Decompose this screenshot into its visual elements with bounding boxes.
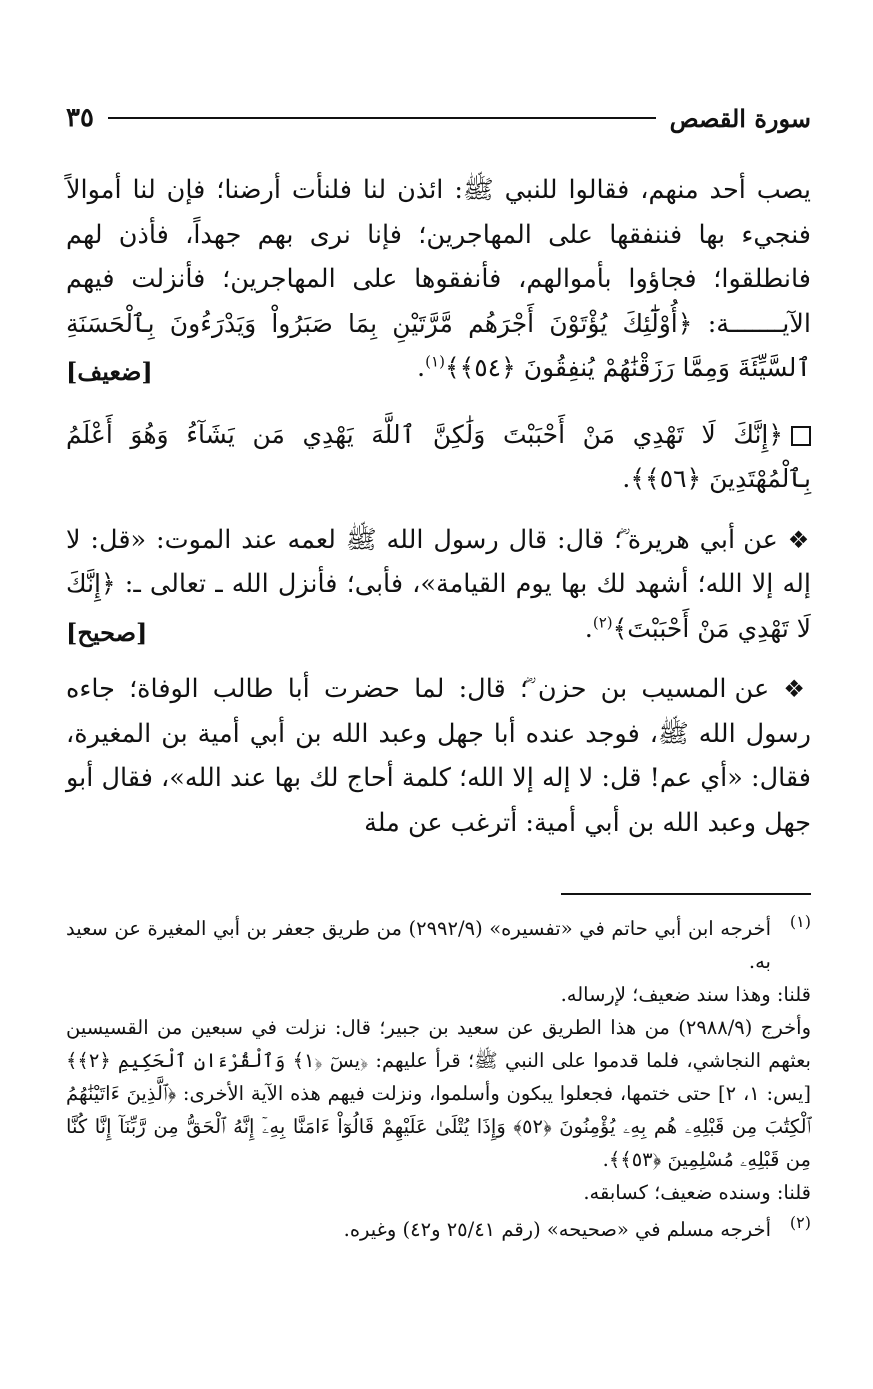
page-header [66, 98, 811, 138]
surah-title: سورة القصص [669, 103, 811, 133]
square-bullet-icon [791, 426, 811, 446]
page-number: ٣٥ [66, 103, 94, 133]
footnotes [66, 912, 811, 1246]
footnote-2 [66, 1213, 811, 1246]
footnote-1-text-b: [يس: ١، ٢] حتى ختمها، فجعلوا يبكون وأسلموا، ونزلت فيهم هذه الآية الأخرى: [176, 1082, 811, 1105]
paragraph-1-end: . [417, 353, 426, 383]
paragraph-1 [66, 168, 811, 391]
footnote-1-text-a: وأخرج (٢٩٨٨/٩) من هذا الطريق عن سعيد بن جبير؛ قال: نزلت في سبعين من القسيسين بعثهم النجاشي، فلما قدموا على النبي ﷺ؛ قرأ عليهم: [66, 1016, 811, 1072]
footnote-1-number: (١) [789, 912, 811, 931]
grade-daif: [ضعيف] [66, 357, 153, 386]
paragraph-3 [66, 518, 811, 652]
paragraph-4 [66, 667, 811, 845]
quran-verse-quote: ﴿إِنَّكَ لَا تَهْدِي مَنْ أَحْبَبْتَ﴾ [66, 569, 811, 643]
footnote-1-line-2: قلنا: وهذا سند ضعيف؛ لإرساله. [560, 983, 811, 1006]
footnote-2-text: أخرجه مسلم في «صحيحه» (رقم ٢٥/٤١ و٤٢) وغيره. [343, 1218, 771, 1241]
footnote-separator [561, 893, 811, 895]
main-text [66, 168, 811, 845]
paragraph-4-text: عن المسيب بن حزن ؓ؛ قال: لما حضرت أبا طالب الوفاة؛ جاءه رسول الله ﷺ، فوجد عنده أبا جهل وعبد الله بن أبي أمية بن المغيرة، فقال: «أي عم! قل: لا إله إلا الله؛ كلمة أحاج لك بها عند الله»، فقال أبو جهل وعبد الله بن أبي أمية: أترغب عن ملة [66, 674, 811, 838]
footnote-1-line-5: قلنا: وسنده ضعيف؛ كسابقه. [583, 1181, 811, 1204]
quran-verse-54: ﴿أُوْلَٰٓئِكَ يُؤْتَوْنَ أَجْرَهُم مَّرَّتَيْنِ بِمَا صَبَرُواْ وَيَدْرَءُونَ بِٱلْحَسَنَةِ ٱلسَّيِّئَةَ وَمِمَّا رَزَقْنَٰهُمْ يُنفِقُونَ ﴿٥٤﴾﴾ [66, 308, 811, 382]
header-rule [108, 117, 656, 119]
footnote-1-quran-qasas: ﴿ٱلَّذِينَ ءَاتَيْنَٰهُمُ ٱلْكِتَٰبَ مِن قَبْلِهِۦ هُم بِهِۦ يُؤْمِنُونَ ﴿٥٢﴾ وَإِذَا يُتْلَىٰ عَلَيْهِمْ قَالُوٓاْ ءَامَنَّا بِهِۦٓ إِنَّهُ ٱلْحَقُّ مِن رَّبِّنَآ إِنَّا كُنَّا مِن قَبْلِهِۦ مُسْلِمِينَ ﴿٥٣﴾﴾ [66, 1082, 811, 1171]
paragraph-1-text: يصب أحد منهم، فقالوا للنبي ﷺ: ائذن لنا فلنأت أرضنا؛ فإن لنا أموالاً فنجيء بها فننفقها على المهاجرين؛ فإنا نرى بهم جهداً، فأذن لهم فانطلقوا؛ فجاؤوا بأموالهم، فأنفقوها على المهاجرين؛ فأنزلت فيهم الآيـــــــة: [66, 175, 811, 339]
paragraph-2-end: . [622, 464, 631, 494]
footnote-2-number: (٢) [789, 1213, 811, 1232]
diamond-bullet-icon: ❖ [783, 675, 811, 703]
footnote-ref-1: (١) [425, 352, 445, 371]
footnote-1-end: . [602, 1148, 609, 1171]
footnote-1-line-1: أخرجه ابن أبي حاتم في «تفسيره» (٢٩٩٢/٩) من طريق جعفر بن أبي المغيرة عن سعيد به. [66, 917, 771, 973]
footnote-1 [66, 912, 811, 1209]
paragraph-3-text: عن أبي هريرة ؓ؛ قال: قال رسول الله ﷺ لعمه عند الموت: «قل: لا إله إلا الله؛ أشهد لك بها يوم القيامة»، فأبى؛ فأنزل الله ـ تعالى ـ: [66, 524, 811, 599]
footnote-ref-2: (٢) [592, 613, 613, 631]
grade-sahih: [صحيح] [66, 617, 148, 647]
paragraph-3-end: . [584, 613, 593, 644]
quran-verse-56: ﴿إِنَّكَ لَا تَهْدِي مَنْ أَحْبَبْتَ وَلَٰكِنَّ ٱللَّهَ يَهْدِي مَن يَشَآءُ وَهُوَ أَعْلَمُ بِٱلْمُهْتَدِينَ ﴿٥٦﴾﴾ [66, 419, 811, 493]
diamond-bullet-icon: ❖ [787, 525, 811, 554]
footnote-1-quran-yasin: ﴿يسٓ ﴿١﴾ وَٱلْقُرْءَانِ ٱلْحَكِيمِ ﴿٢﴾﴾ [66, 1049, 369, 1072]
paragraph-2 [66, 413, 811, 502]
footnote-1-line-3 [66, 1011, 811, 1176]
